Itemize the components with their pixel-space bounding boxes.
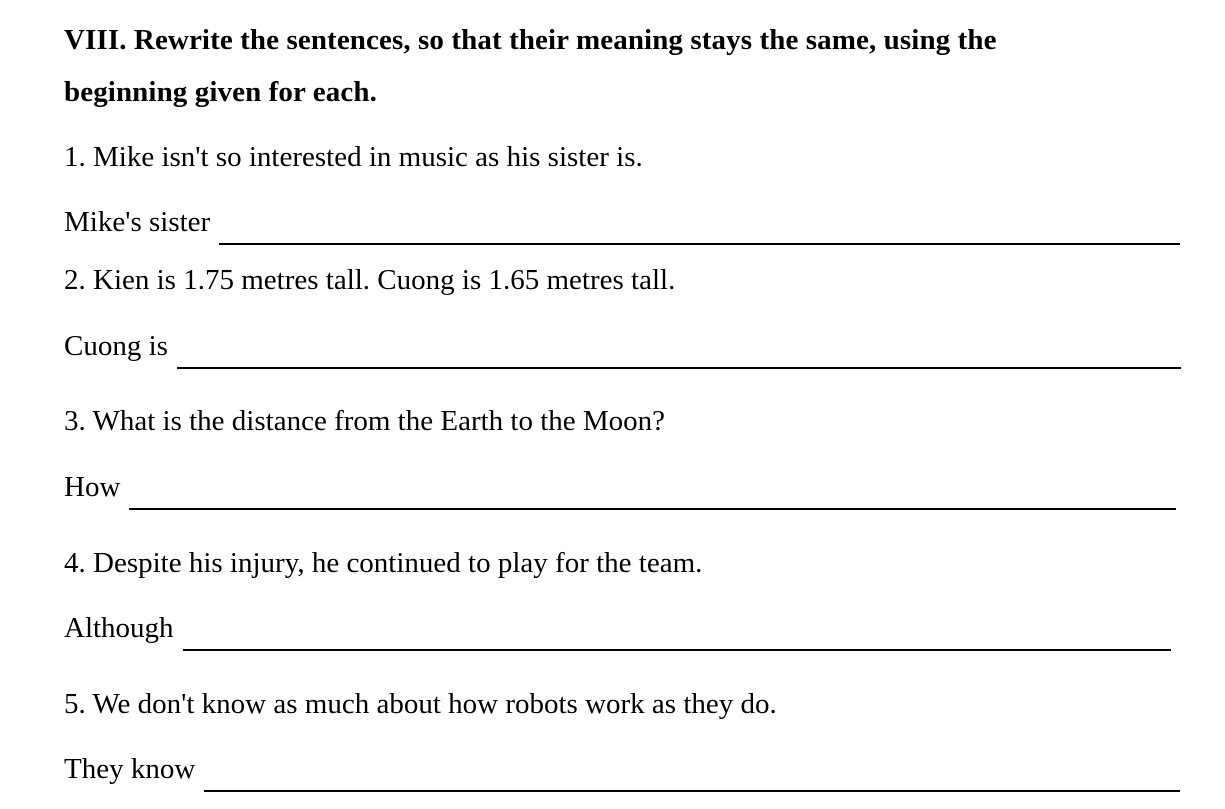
question-1-answer-row <box>64 206 1180 245</box>
question-4-answer-row <box>64 612 1171 651</box>
question-5-sentence: 5. We don't know as much about how robots work as they do. <box>64 688 777 720</box>
question-5-answer-start: They know <box>64 753 196 785</box>
question-2-sentence: 2. Kien is 1.75 metres tall. Cuong is 1.65 metres tall. <box>64 264 676 296</box>
exercise-heading <box>64 14 1164 118</box>
heading-line-1: VIII. Rewrite the sentences, so that their meaning stays the same, using the <box>64 24 997 56</box>
question-2-answer-blank[interactable] <box>177 331 1181 369</box>
question-4-answer-blank[interactable] <box>183 613 1171 651</box>
question-5-answer-row <box>64 753 1180 792</box>
question-4-sentence: 4. Despite his injury, he continued to play for the team. <box>64 547 703 579</box>
question-3-answer-blank[interactable] <box>129 472 1176 510</box>
heading-line-2: beginning given for each. <box>64 76 377 108</box>
question-2-answer-start: Cuong is <box>64 330 168 362</box>
question-4-answer-start: Although <box>64 612 174 644</box>
question-1-answer-start: Mike's sister <box>64 206 211 238</box>
question-3-answer-row <box>64 471 1176 510</box>
question-3-sentence: 3. What is the distance from the Earth to the Moon? <box>64 405 666 437</box>
question-1-sentence: 1. Mike isn't so interested in music as his sister is. <box>64 141 643 173</box>
question-2-answer-row <box>64 330 1181 369</box>
question-5-answer-blank[interactable] <box>204 754 1180 792</box>
question-1-answer-blank[interactable] <box>219 207 1180 245</box>
question-3-answer-start: How <box>64 471 121 503</box>
